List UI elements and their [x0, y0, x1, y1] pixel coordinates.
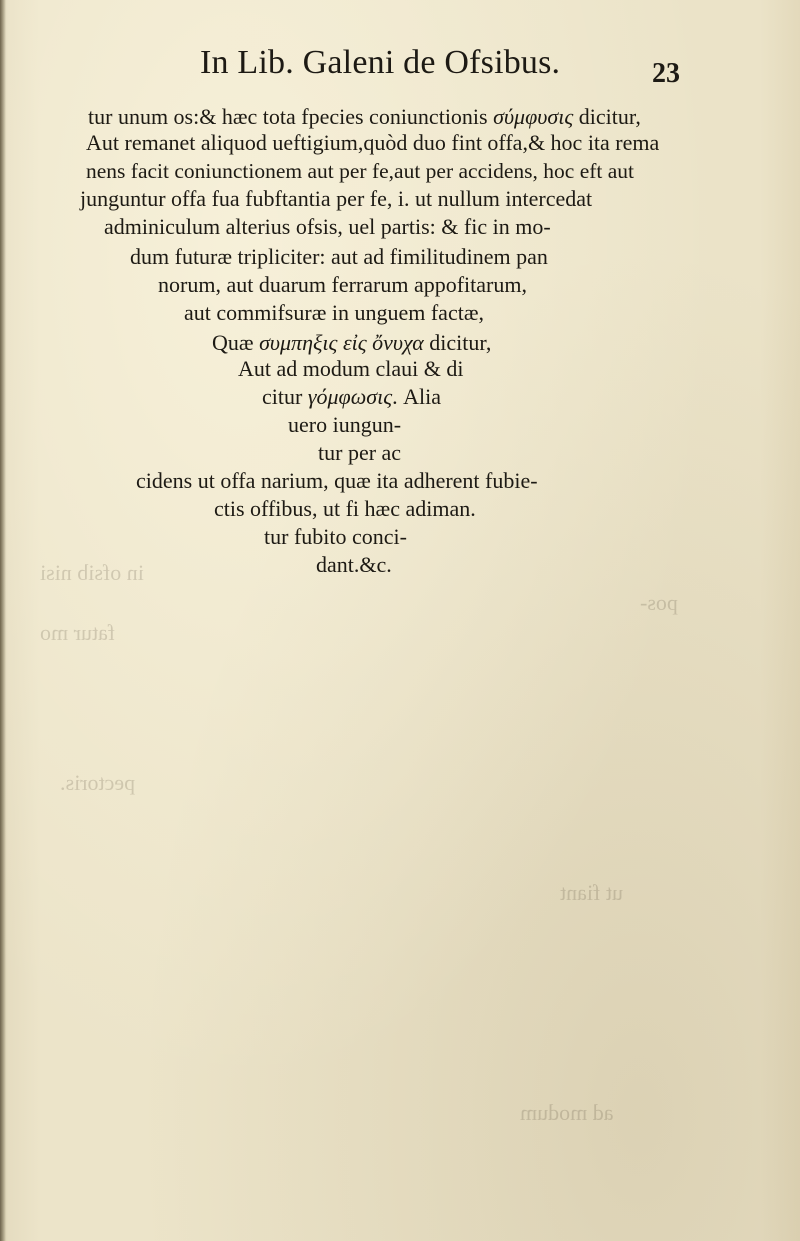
- show-through-text: pectoris.: [60, 770, 136, 795]
- show-through-text: pos-: [640, 590, 678, 615]
- text-line: Aut ad modum claui & di: [238, 356, 464, 381]
- text-line: tur per ac: [318, 440, 402, 465]
- text-line: tur fubito conci-: [264, 524, 407, 549]
- text-line: junguntur offa fua fubftantia per fe, i. ut nullum intercedat: [80, 186, 593, 211]
- running-header: In Lib. Galeni de Ofsibus.: [200, 44, 561, 81]
- text-line: cidens ut offa narium, quæ ita adherent fubie-: [136, 468, 538, 493]
- show-through-text: ad modum: [520, 1100, 614, 1125]
- show-through-text: ut fiant: [560, 880, 623, 905]
- show-through-text: fatur mo: [40, 620, 116, 645]
- text-line: nens facit coniunctionem aut per fe,aut per accidens, hoc eft aut: [86, 159, 635, 183]
- gutter-shadow: [0, 0, 6, 1241]
- show-through-text: in ofsib nisi: [40, 560, 144, 585]
- text-line: uero iungun-: [288, 412, 402, 437]
- text-line: tur unum os:& hæc tota fpecies coniunctionis σύμφυσις dicitur,: [88, 104, 641, 129]
- text-line: dum futuræ tripliciter: aut ad fimilitudinem pan: [130, 244, 548, 269]
- text-line: aut commifsuræ in unguem factæ,: [184, 300, 484, 325]
- text-line: norum, aut duarum ferrarum appofitarum,: [158, 272, 527, 297]
- page-number: 23: [652, 58, 680, 89]
- text-line: ctis offibus, ut fi hæc adiman.: [214, 496, 476, 521]
- text-line: Quæ συμπηξις εἰς ὄνυχα dicitur,: [212, 330, 492, 355]
- text-line: adminiculum alterius ofsis, uel partis: & fic in mo-: [104, 214, 551, 239]
- text-line: dant.&c.: [316, 552, 392, 577]
- text-line: Aut remanet aliquod ueftigium,quòd duo fint offa,& hoc ita rema: [86, 130, 660, 155]
- text-line: citur γόμφωσις. Alia: [262, 384, 442, 409]
